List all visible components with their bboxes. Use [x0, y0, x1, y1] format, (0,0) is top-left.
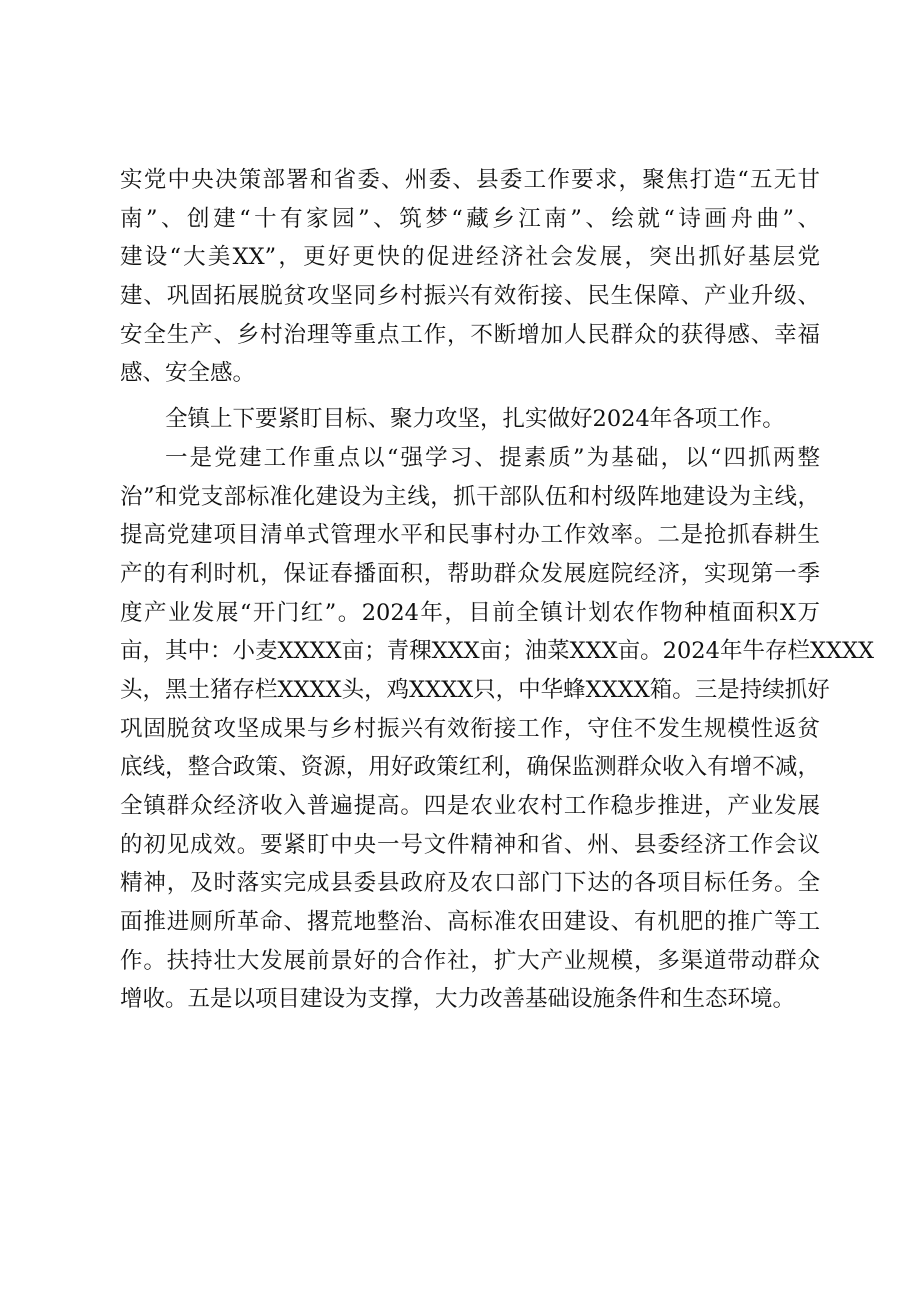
text-line: 安全生产、乡村治理等重点工作，不断增加人民群众的获得感、幸福 — [120, 321, 820, 348]
text-line: 亩，其中：小麦XXXX亩；青稞XXX亩；油菜XXX亩。2024年牛存栏XXXX — [120, 638, 875, 665]
text-line: 建设“大美XX”，更好更快的促进经济社会发展，突出抓好基层党 — [120, 244, 820, 271]
text-line: 度产业发展“开门红”。2024年，目前全镇计划农作物种植面积X万 — [120, 599, 820, 626]
paragraph-3 — [120, 439, 875, 1019]
text-line: 提高党建项目清单式管理水平和民事村办工作效率。二是抢抓春耕生 — [120, 522, 820, 549]
text-line: 头，黑土猪存栏XXXX头，鸡XXXX只，中华蜂XXXX箱。三是持续抓好 — [120, 676, 830, 703]
text-line: 面推进厕所革命、撂荒地整治、高标准农田建设、有机肥的推广等工 — [120, 909, 820, 936]
text-line: 作。扶持壮大发展前景好的合作社，扩大产业规模，多渠道带动群众 — [120, 947, 820, 974]
text-line: 实党中央决策部署和省委、州委、县委工作要求，聚焦打造“五无甘 — [120, 167, 820, 193]
paragraph-1 — [120, 161, 820, 393]
text-line: 建、巩固拓展脱贫攻坚同乡村振兴有效衔接、民生保障、产业升级、 — [120, 283, 820, 310]
text-line: 全镇上下要紧盯目标、聚力攻坚，扎实做好2024年各项工作。 — [165, 406, 785, 433]
text-line: 增收。五是以项目建设为支撑，大力改善基础设施条件和生态环境。 — [120, 986, 796, 1013]
text-line: 南”、创建“十有家园”、筑梦“藏乡江南”、绘就“诗画舟曲”、 — [120, 205, 820, 232]
text-line: 产的有利时机，保证春播面积，帮助群众发展庭院经济，实现第一季 — [120, 560, 820, 587]
text-line: 全镇群众经济收入普遍提高。四是农业农村工作稳步推进，产业发展 — [120, 793, 820, 819]
text-line: 治”和党支部标准化建设为主线，抓干部队伍和村级阵地建设为主线， — [120, 483, 820, 510]
text-line: 一是党建工作重点以“强学习、提素质”为基础，以“四抓两整 — [165, 444, 820, 471]
paragraph-2 — [120, 400, 820, 439]
text-line: 精神，及时落实完成县委县政府及农口部门下达的各项目标任务。全 — [120, 870, 820, 897]
text-line: 巩固脱贫攻坚成果与乡村振兴有效衔接工作，守住不发生规模性返贫 — [120, 715, 820, 742]
text-line: 底线，整合政策、资源，用好政策红利，确保监测群众收入有增不减， — [120, 754, 820, 781]
text-line: 的初见成效。要紧盯中央一号文件精神和省、州、县委经济工作会议 — [120, 831, 820, 858]
body-text — [120, 161, 875, 1019]
text-line: 感、安全感。 — [120, 360, 256, 387]
